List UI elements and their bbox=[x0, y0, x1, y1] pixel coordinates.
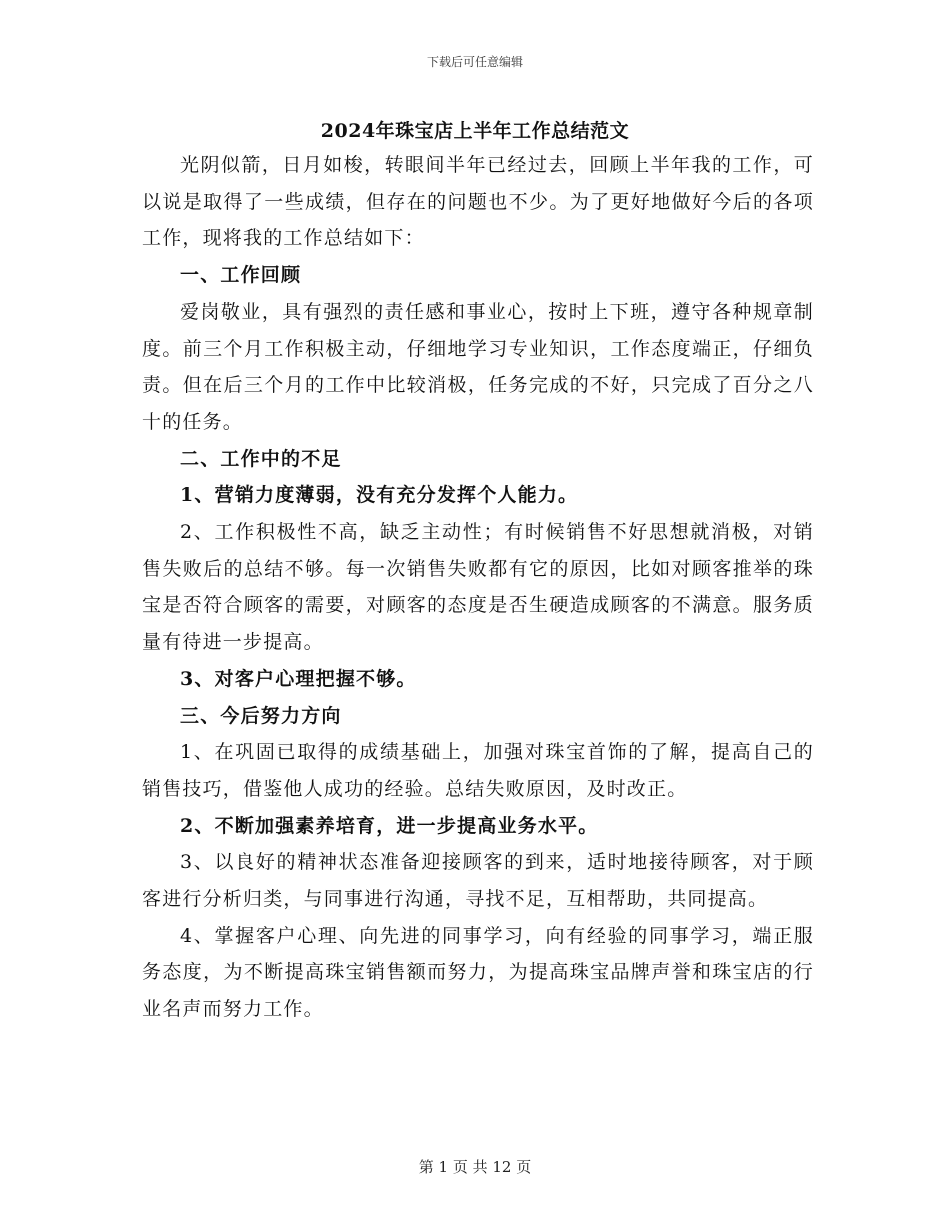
document-title: 2024年珠宝店上半年工作总结范文 bbox=[320, 120, 630, 142]
shortcoming-item-1: 1、营销力度薄弱，没有充分发挥个人能力。 bbox=[180, 484, 579, 507]
direction-item-2: 2、不断加强素养培育，进一步提高业务水平。 bbox=[180, 814, 599, 837]
direction-item-4: 4、掌握客户心理、向先进的同事学习，向有经验的同事学习，端正服务态度，为不断提高珠宝销售额而努力，为提高珠宝品牌声誉和珠宝店的行业名声而努力工作。 bbox=[142, 924, 814, 1021]
section-heading-review: 一、工作回顾 bbox=[180, 264, 302, 287]
intro-paragraph: 光阴似箭，日月如梭，转眼间半年已经过去，回顾上半年我的工作，可以说是取得了一些成绩，但存在的问题也不少。为了更好地做好今后的各项工作，现将我的工作总结如下： bbox=[142, 154, 814, 250]
shortcoming-item-2: 2、工作积极性不高，缺乏主动性；有时候销售不好思想就消极，对销售失败后的总结不够。每一次销售失败都有它的原因，比如对顾客推举的珠宝是否符合顾客的需要，对顾客的态度是否生硬造成顾客的不满意。服务质量有待进一步提高。 bbox=[142, 521, 814, 654]
review-paragraph: 爱岗敬业，具有强烈的责任感和事业心，按时上下班，遵守各种规章制度。前三个月工作积极主动，仔细地学习专业知识，工作态度端正，仔细负责。但在后三个月的工作中比较消极，任务完成的不好，只完成了百分之八十的任务。 bbox=[142, 300, 814, 433]
shortcoming-item-3: 3、对客户心理把握不够。 bbox=[180, 667, 417, 690]
page-number: 第 1 页 共 12 页 bbox=[418, 1158, 532, 1176]
section-heading-shortcomings: 二、工作中的不足 bbox=[180, 447, 342, 470]
header-note: 下载后可任意编辑 bbox=[426, 55, 523, 69]
section-heading-direction: 三、今后努力方向 bbox=[180, 704, 342, 727]
direction-item-1: 1、在巩固已取得的成绩基础上，加强对珠宝首饰的了解，提高自己的销售技巧，借鉴他人成功的经验。总结失败原因，及时改正。 bbox=[142, 741, 814, 800]
document-body bbox=[142, 147, 814, 1028]
direction-item-3: 3、以良好的精神状态准备迎接顾客的到来，适时地接待顾客，对于顾客进行分析归类，与同事进行沟通，寻找不足，互相帮助，共同提高。 bbox=[142, 851, 814, 911]
